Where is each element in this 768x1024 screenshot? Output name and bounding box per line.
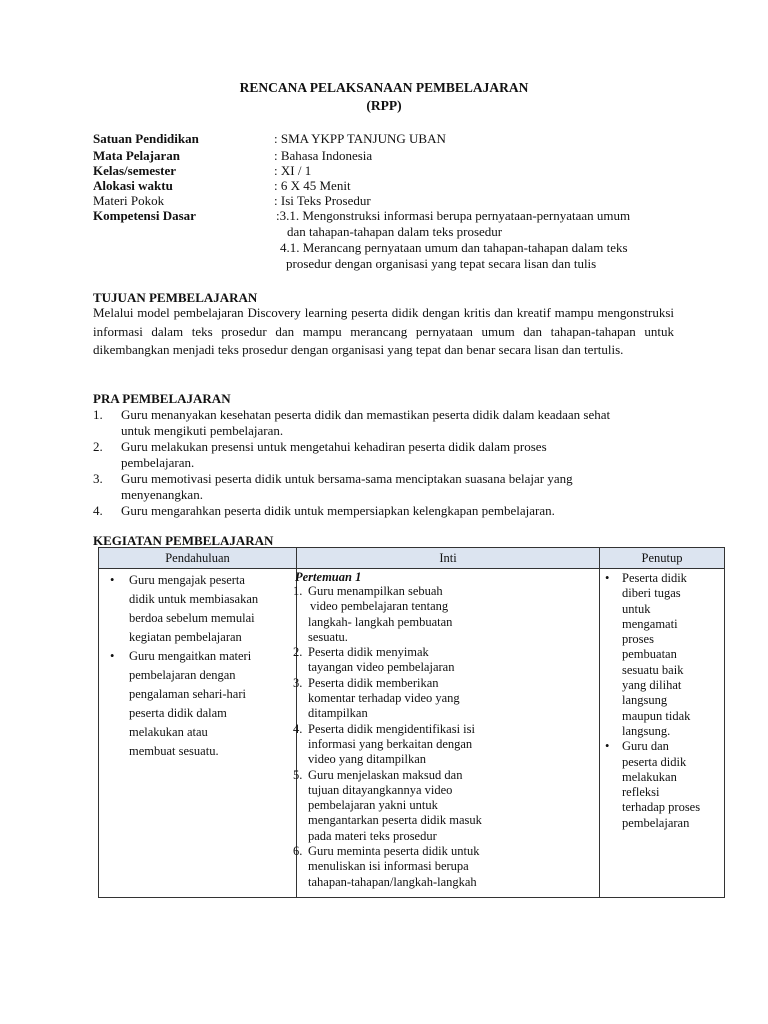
list-number: 3.: [293, 675, 303, 690]
text-line: mengamati: [622, 616, 678, 631]
text-line: langkah- langkah pembuatan: [308, 614, 453, 629]
list-item: [293, 844, 599, 890]
column-header-penutup: Penutup: [600, 548, 725, 569]
value-materi-pokok: : Isi Teks Prosedur: [274, 193, 371, 208]
text-line: refleksi: [622, 785, 660, 800]
pra-item-number: 2.: [93, 439, 103, 454]
text-line: komentar terhadap video yang: [308, 691, 460, 706]
text-line: didik untuk membiasakan: [129, 592, 259, 606]
text-line: peserta didik dalam: [129, 706, 227, 720]
pertemuan-heading: Pertemuan 1: [295, 570, 362, 584]
text-line: tayangan video pembelajaran: [308, 660, 455, 675]
text-line: Peserta didik: [622, 571, 687, 585]
pra-item-number: 4.: [93, 503, 103, 518]
kd1-line2: dan tahapan-tahapan dalam teks prosedur: [287, 224, 503, 239]
document-title: RENCANA PELAKSANAAN PEMBELAJARAN: [239, 80, 529, 95]
text-line: melakukan: [622, 769, 677, 784]
value-satuan-pendidikan: : SMA YKPP TANJUNG UBAN: [274, 131, 446, 146]
text-line: Peserta didik menyimak: [308, 645, 429, 660]
pra-item-line: Guru menanyakan kesehatan peserta didik dan memastikan peserta didik dalam keadaan sehat: [121, 407, 611, 422]
text-line: pembuatan: [622, 647, 677, 662]
list-item: [600, 571, 724, 739]
list-number: 4.: [293, 721, 303, 736]
text-line: mengantarkan peserta didik masuk: [308, 813, 482, 828]
text-line: langsung: [622, 693, 668, 708]
list-number: 1.: [293, 584, 303, 598]
text-line: tujuan ditayangkannya video: [308, 782, 453, 797]
list-item: [293, 768, 599, 844]
text-line: sesuatu.: [308, 629, 348, 644]
list-item: [293, 722, 599, 768]
text-line: peserta didik: [622, 754, 687, 769]
text-line: informasi yang berkaitan dengan: [308, 736, 473, 751]
pra-item-line: untuk mengikuti pembelajaran.: [121, 422, 284, 438]
text-line: pembelajaran yakni untuk: [308, 798, 438, 813]
pendahuluan-cell: [99, 569, 297, 898]
list-item: [293, 676, 599, 722]
table-row: [99, 569, 725, 898]
text-line: Peserta didik memberikan: [308, 675, 439, 690]
label-kelas-semester: Kelas/semester: [93, 163, 177, 178]
text-line: ditampilkan: [308, 706, 368, 721]
kd1-line1: :3.1. Mengonstruksi informasi berupa pernyataan-pernyataan umum: [276, 208, 631, 223]
text-line: Guru menampilkan sebuah: [308, 584, 443, 598]
text-line: video pembelajaran tentang: [310, 599, 449, 614]
value-kelas-semester: : XI / 1: [274, 163, 312, 178]
section-heading-pra: PRA PEMBELAJARAN: [93, 391, 231, 406]
label-kompetensi-dasar: Kompetensi Dasar: [93, 208, 196, 223]
pra-item-line: Guru mengarahkan peserta didik untuk mempersiapkan kelengkapan pembelajaran.: [121, 503, 555, 518]
text-line: Guru mengajak peserta: [129, 573, 245, 587]
label-alokasi-waktu: Alokasi waktu: [93, 178, 173, 193]
text-line: maupun tidak: [622, 708, 691, 723]
section-heading-kegiatan: KEGIATAN PEMBELAJARAN: [93, 533, 274, 548]
label-satuan-pendidikan: Satuan Pendidikan: [93, 131, 199, 146]
column-header-inti: Inti: [297, 548, 600, 569]
section-heading-tujuan: TUJUAN PEMBELAJARAN: [93, 290, 258, 305]
text-line: pengalaman sehari-hari: [129, 687, 246, 701]
pra-item-line: Guru melakukan presensi untuk mengetahui kehadiran peserta didik dalam proses: [121, 439, 547, 454]
column-header-pendahuluan: Pendahuluan: [99, 548, 297, 569]
text-line: Guru menjelaskan maksud dan: [308, 767, 463, 782]
list-number: 5.: [293, 767, 303, 782]
pra-item-line: menyenangkan.: [121, 486, 203, 502]
text-line: membuat sesuatu.: [129, 744, 219, 758]
inti-list: [293, 584, 599, 890]
bullet-icon: •: [605, 739, 610, 754]
text-line: sesuatu baik: [622, 662, 684, 677]
kompetensi-dasar-2: [280, 240, 674, 272]
text-line: Guru mengaitkan materi: [129, 649, 252, 663]
text-line: Guru dan: [622, 739, 669, 754]
list-number: 2.: [293, 645, 303, 660]
pra-item-line: pembelajaran.: [121, 454, 195, 470]
text-line: melakukan atau: [129, 725, 208, 739]
text-line: tahapan-tahapan/langkah-langkah: [308, 874, 477, 889]
kegiatan-table: [98, 547, 725, 898]
value-alokasi-waktu: : 6 X 45 Menit: [274, 178, 351, 193]
list-item: [99, 647, 296, 761]
text-line: untuk: [622, 601, 651, 616]
list-item: [600, 739, 724, 831]
table-header-row: [99, 548, 725, 569]
text-line: kegiatan pembelajaran: [129, 630, 242, 644]
text-line: menuliskan isi informasi berupa: [308, 859, 469, 874]
text-line: terhadap proses: [622, 800, 701, 815]
pra-item-number: 3.: [93, 471, 103, 486]
text-line: video yang ditampilkan: [308, 752, 427, 767]
text-line: berdoa sebelum memulai: [129, 611, 255, 625]
text-line: yang dilihat: [622, 678, 682, 693]
kd2-line2: prosedur dengan organisasi yang tepat secara lisan dan tulis: [286, 256, 597, 271]
bullet-icon: •: [605, 571, 610, 585]
pra-item-line: Guru memotivasi peserta didik untuk bersama-sama menciptakan suasana belajar yang: [121, 471, 573, 486]
bullet-icon: •: [110, 649, 115, 663]
penutup-cell: [600, 569, 725, 898]
bullet-icon: •: [110, 573, 115, 587]
text-line: pembelajaran dengan: [129, 668, 236, 682]
list-number: 6.: [293, 844, 303, 859]
list-item: [99, 571, 296, 647]
text-line: langsung.: [622, 723, 671, 738]
text-line: Guru meminta peserta didik untuk: [308, 844, 480, 859]
text-line: diberi tugas: [622, 586, 681, 601]
list-item: [293, 584, 599, 645]
text-line: Peserta didik mengidentifikasi isi: [308, 721, 475, 736]
inti-cell: [293, 569, 600, 898]
kompetensi-dasar-1: [276, 208, 674, 240]
label-mata-pelajaran: Mata Pelajaran: [93, 148, 181, 163]
list-item: [293, 645, 599, 676]
label-materi-pokok: Materi Pokok: [93, 193, 165, 208]
text-line: pada materi teks prosedur: [308, 828, 437, 843]
pra-item-number: 1.: [93, 407, 103, 422]
text-line: proses: [622, 632, 654, 647]
kd2-line1: 4.1. Merancang pernyataan umum dan tahapan-tahapan dalam teks: [280, 240, 628, 255]
tujuan-paragraph: Melalui model pembelajaran Discovery learning peserta didik dengan kritis dan kreatif mampu mengonstruksi informasi dalam teks prosedur dan mampu merancang pernyataan umum dan tahapan-tahapan untuk dikembangkan menjadi teks prosedur dengan organisasi yang tepat dan benar secara lisan dan tertulis.: [93, 305, 674, 357]
text-line: pembelajaran: [622, 815, 690, 830]
value-mata-pelajaran: : Bahasa Indonesia: [274, 148, 373, 163]
document-subtitle: (RPP): [366, 98, 402, 113]
